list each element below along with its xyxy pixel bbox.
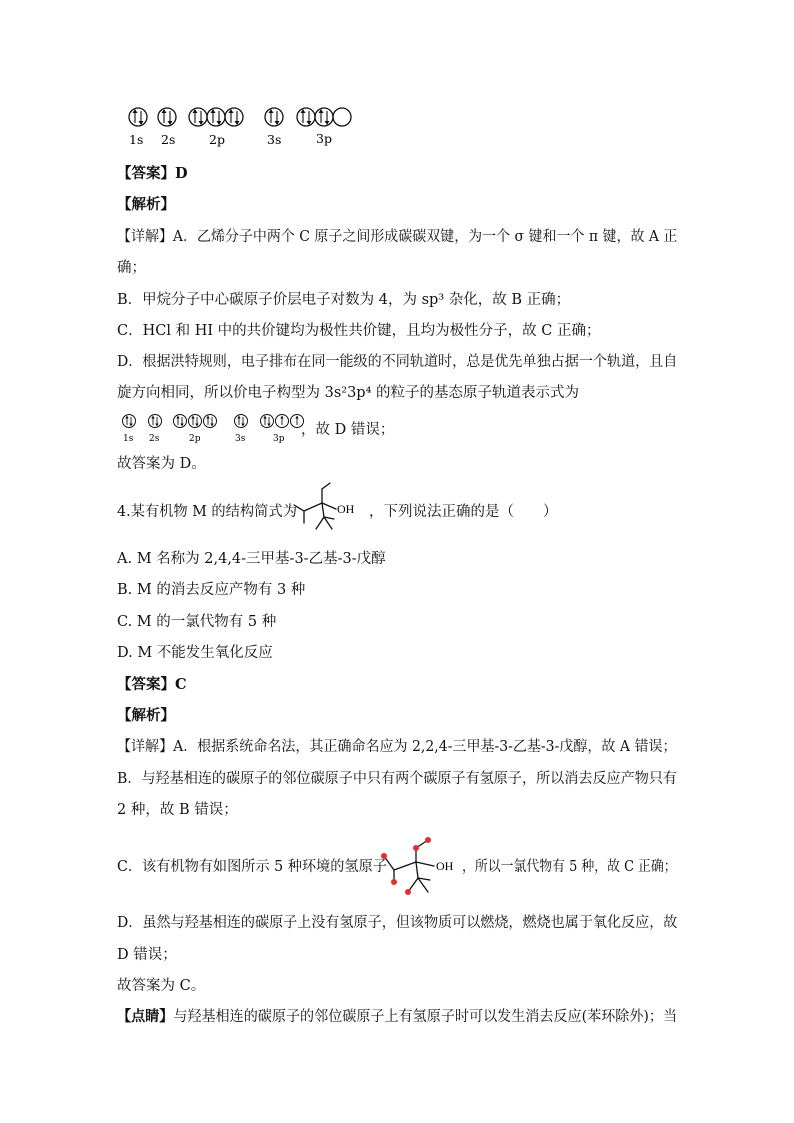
detail-3c: C．HCl 和 HI 中的共价键均为极性共价键，且均为极性分子，故 C 正确； [117, 323, 601, 339]
conclusion-3: 故答案为 D。 [117, 456, 206, 472]
detail-3a-line2: 确； [117, 260, 146, 276]
orbital-label-3p: 3p [316, 131, 332, 146]
detail-3d-line1: D．根据洪特规则，电子排布在同一能级的不同轨道时，总是优先单独占据一个轨道，且自 [117, 354, 678, 370]
molecule-structure-marked [378, 830, 462, 896]
hydroxyl-label: OH [337, 502, 355, 516]
inline-label-3p: 3p [273, 434, 285, 444]
detail-3d-line2: 旋方向相同，所以价电子构型为 3s²3p⁴ 的粒子的基态原子轨道表示式为 [117, 385, 580, 401]
detail-3b: B．甲烷分子中心碳原子价层电子对数为 4，为 sp³ 杂化，故 B 正确； [117, 292, 571, 308]
orbital-label-2p: 2p [209, 132, 225, 147]
inline-label-1s: 1s [123, 434, 134, 444]
option-c: C. M 的一氯代物有 5 种 [117, 614, 277, 630]
orbital-label-1s: 1s [129, 132, 144, 147]
detail-4b-line1: B．与羟基相连的碳原子的邻位碳原子中只有两个碳原子有氢原子，所以消去反应产物只有 [117, 771, 678, 787]
tip-text: 与羟基相连的碳原子的邻位碳原子上有氢原子时可以发生消去反应(苯环除外)；当 [173, 1009, 678, 1025]
detail-4d-line2: D 错误； [117, 947, 177, 963]
detail-4c-prefix: C．该有机物有如图所示 5 种环境的氢原子 [117, 859, 387, 875]
option-a: A. M 名称为 2,4,4-三甲基-3-乙基-3-戊醇 [117, 551, 386, 567]
marker-3 [413, 845, 419, 851]
orbital-label-3s: 3s [267, 132, 282, 147]
question-4-prefix: 4.某有机物 M 的结构简式为 [117, 504, 297, 520]
inline-label-2s: 2s [149, 434, 160, 444]
marker-5 [405, 889, 411, 895]
marker-2 [425, 837, 431, 843]
inline-label-3s: 3s [235, 434, 246, 444]
inline-label-2p: 2p [189, 434, 201, 444]
detail-4b-line2: 2 种，故 B 错误； [117, 802, 238, 818]
detail-3a-line1: 【详解】A．乙烯分子中两个 C 原子之间形成碳碳双键，为一个 σ 键和一个 π 键，故 A 正 [117, 229, 678, 245]
answer-4: 【答案】C [117, 676, 187, 693]
detail-4a: 【详解】A．根据系统命名法，其正确命名应为 2,2,4-三甲基-3-乙基-3-戊醇，故 A 错误； [117, 739, 677, 755]
option-b: B. M 的消去反应产物有 3 种 [117, 582, 306, 598]
tip-line [117, 1007, 677, 1027]
analysis-heading-3: 【解析】 [117, 196, 175, 213]
answer-3: 【答案】D [117, 165, 188, 182]
analysis-heading-4: 【解析】 [117, 707, 175, 724]
molecule-structure [290, 479, 370, 535]
orbital-label-2s: 2s [161, 132, 176, 147]
inline-diagram-suffix: ，故 D 错误； [301, 422, 395, 438]
hydroxyl-label-marked: OH [436, 859, 454, 873]
orbital-diagram-top [125, 104, 365, 154]
marker-1 [381, 853, 387, 859]
orbital-diagram-inline [119, 412, 319, 448]
question-4-suffix: ，下列说法正确的是（ ） [369, 504, 558, 520]
detail-4c-suffix: ，所以一氯代物有 5 种，故 C 正确； [462, 859, 677, 875]
conclusion-4: 故答案为 C。 [117, 978, 206, 994]
marker-4 [391, 879, 397, 885]
detail-4d-line1: D．虽然与羟基相连的碳原子上没有氢原子，但该物质可以燃烧，燃烧也属于氧化反应，故 [117, 915, 678, 931]
tip-label: 【点睛】 [117, 1008, 174, 1025]
option-d: D. M 不能发生氧化反应 [117, 645, 273, 661]
